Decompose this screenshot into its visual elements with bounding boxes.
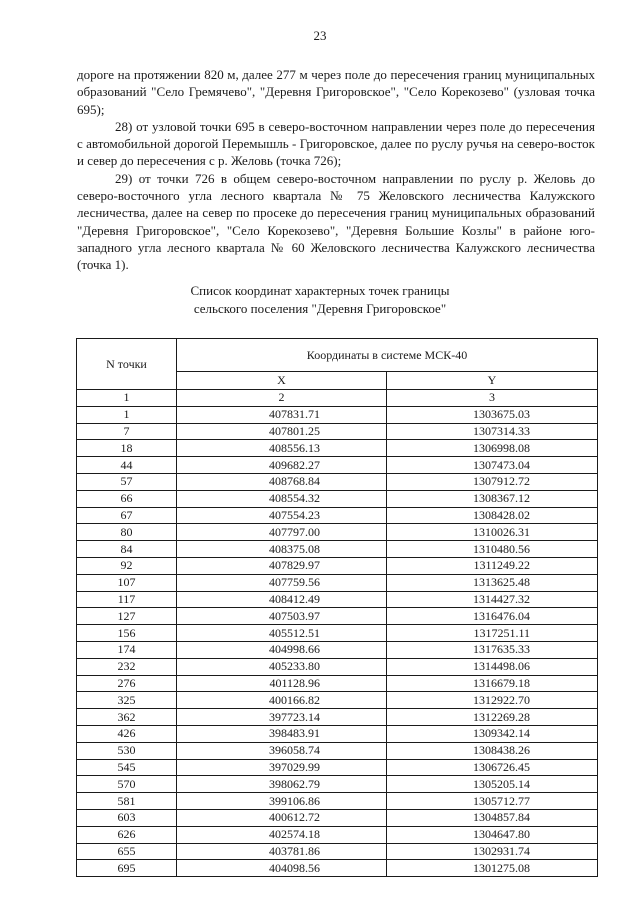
- point-number-cell: 92: [77, 557, 177, 574]
- table-row: [77, 742, 598, 759]
- point-number-cell: 7: [77, 423, 177, 440]
- point-number-cell: 1: [77, 406, 177, 423]
- point-number-cell: 581: [77, 793, 177, 810]
- header-x: X: [177, 372, 387, 390]
- x-coordinate-cell: 401128.96: [177, 675, 387, 692]
- y-coordinate-cell: 1308438.26: [387, 742, 598, 759]
- table-row: [77, 457, 598, 474]
- table-title-line-1: Список координат характерных точек границы: [190, 283, 450, 298]
- y-coordinate-cell: 1308367.12: [387, 490, 598, 507]
- table-row: [77, 557, 598, 574]
- y-coordinate-cell: 1317251.11: [387, 625, 598, 642]
- point-number-cell: 362: [77, 709, 177, 726]
- y-coordinate-cell: 1314498.06: [387, 658, 598, 675]
- y-coordinate-cell: 1301275.08: [387, 860, 598, 877]
- x-coordinate-cell: 403781.86: [177, 843, 387, 860]
- coordinates-table-body: [77, 339, 598, 877]
- y-coordinate-cell: 1307314.33: [387, 423, 598, 440]
- table-row: [77, 541, 598, 558]
- table-row: [77, 809, 598, 826]
- x-coordinate-cell: 407503.97: [177, 608, 387, 625]
- table-row: [77, 860, 598, 877]
- table-row: [77, 709, 598, 726]
- point-number-cell: 117: [77, 591, 177, 608]
- y-coordinate-cell: 1306726.45: [387, 759, 598, 776]
- table-row: [77, 826, 598, 843]
- y-coordinate-cell: 1311249.22: [387, 557, 598, 574]
- table-row: [77, 675, 598, 692]
- x-coordinate-cell: 405233.80: [177, 658, 387, 675]
- y-coordinate-cell: 1316476.04: [387, 608, 598, 625]
- point-number-cell: 626: [77, 826, 177, 843]
- table-row: [77, 608, 598, 625]
- x-coordinate-cell: 398062.79: [177, 776, 387, 793]
- point-number-cell: 325: [77, 692, 177, 709]
- table-header-row: [77, 339, 598, 372]
- point-number-cell: 66: [77, 490, 177, 507]
- header-y: Y: [387, 372, 598, 390]
- point-number-cell: 695: [77, 860, 177, 877]
- coordinates-table: [76, 338, 598, 877]
- table-row: [77, 591, 598, 608]
- table-row: [77, 524, 598, 541]
- table-row: [77, 793, 598, 810]
- table-column-numbers-row: [77, 390, 598, 407]
- table-row: [77, 692, 598, 709]
- y-coordinate-cell: 1304857.84: [387, 809, 598, 826]
- point-number-cell: 156: [77, 625, 177, 642]
- point-number-cell: 655: [77, 843, 177, 860]
- page-number: 23: [313, 28, 327, 43]
- y-coordinate-cell: 1306998.08: [387, 440, 598, 457]
- y-coordinate-cell: 1314427.32: [387, 591, 598, 608]
- table-row: [77, 473, 598, 490]
- paragraph-item-28: 28) от узловой точки 695 в северо-восточном направлении через поле до пересечения с автомобильной дорогой Перемышль - Григоровское, далее по руслу ручья на северо-восток и север до пересечения с р. Желовь (точка 726);: [77, 118, 595, 169]
- point-number-cell: 232: [77, 658, 177, 675]
- point-number-cell: 67: [77, 507, 177, 524]
- table-row: [77, 843, 598, 860]
- point-number-cell: 426: [77, 725, 177, 742]
- point-number-cell: 44: [77, 457, 177, 474]
- x-coordinate-cell: 409682.27: [177, 457, 387, 474]
- x-coordinate-cell: 402574.18: [177, 826, 387, 843]
- y-coordinate-cell: 1312922.70: [387, 692, 598, 709]
- point-number-cell: 545: [77, 759, 177, 776]
- paragraph-item-29: 29) от точки 726 в общем северо-восточном направлении по руслу р. Желовь до северо-восточного угла лесного квартала № 75 Желовского лесничества Калужского лесничества, далее на север по просеке до пересечения границ муниципальных образований "Деревня Григоровское", "Село Корекозево", "Деревня Большие Козлы" в районе юго-западного угла лесного квартала № 60 Желовского лесничества Калужского лесничества (точка 1).: [77, 170, 595, 273]
- x-coordinate-cell: 404098.56: [177, 860, 387, 877]
- point-number-cell: 84: [77, 541, 177, 558]
- table-row: [77, 658, 598, 675]
- paragraph-continuation: дороге на протяжении 820 м, далее 277 м через поле до пересечения границ муниципальных образований "Село Гремячево", "Деревня Григоровское", "Село Корекозево" (узловая точка 695);: [77, 67, 595, 117]
- x-coordinate-cell: 398483.91: [177, 725, 387, 742]
- y-coordinate-cell: 1307473.04: [387, 457, 598, 474]
- point-number-cell: 174: [77, 641, 177, 658]
- table-row: [77, 641, 598, 658]
- x-coordinate-cell: 407554.23: [177, 507, 387, 524]
- x-coordinate-cell: 408375.08: [177, 541, 387, 558]
- table-title-line-2: сельского поселения "Деревня Григоровское": [193, 300, 447, 316]
- x-coordinate-cell: 407759.56: [177, 574, 387, 591]
- x-coordinate-cell: 407831.71: [177, 406, 387, 423]
- point-number-cell: 80: [77, 524, 177, 541]
- y-coordinate-cell: 1305205.14: [387, 776, 598, 793]
- point-number-cell: 107: [77, 574, 177, 591]
- x-coordinate-cell: 400612.72: [177, 809, 387, 826]
- x-coordinate-cell: 407801.25: [177, 423, 387, 440]
- point-number-cell: 57: [77, 473, 177, 490]
- table-title: [0, 282, 640, 317]
- y-coordinate-cell: 1313625.48: [387, 574, 598, 591]
- y-coordinate-cell: 1308428.02: [387, 507, 598, 524]
- column-number-3: 3: [387, 390, 598, 407]
- body-text: [77, 66, 595, 274]
- x-coordinate-cell: 397029.99: [177, 759, 387, 776]
- y-coordinate-cell: 1304647.80: [387, 826, 598, 843]
- x-coordinate-cell: 408412.49: [177, 591, 387, 608]
- column-number-1: 1: [77, 390, 177, 407]
- y-coordinate-cell: 1302931.74: [387, 843, 598, 860]
- point-number-cell: 570: [77, 776, 177, 793]
- table-row: [77, 574, 598, 591]
- x-coordinate-cell: 408768.84: [177, 473, 387, 490]
- point-number-cell: 18: [77, 440, 177, 457]
- table-row: [77, 423, 598, 440]
- x-coordinate-cell: 408554.32: [177, 490, 387, 507]
- table-row: [77, 725, 598, 742]
- x-coordinate-cell: 399106.86: [177, 793, 387, 810]
- table-row: [77, 440, 598, 457]
- table-row: [77, 776, 598, 793]
- x-coordinate-cell: 408556.13: [177, 440, 387, 457]
- table-row: [77, 406, 598, 423]
- y-coordinate-cell: 1310480.56: [387, 541, 598, 558]
- header-point-number: N точки: [77, 339, 177, 390]
- x-coordinate-cell: 405512.51: [177, 625, 387, 642]
- table-row: [77, 759, 598, 776]
- point-number-cell: 127: [77, 608, 177, 625]
- column-number-2: 2: [177, 390, 387, 407]
- table-row: [77, 507, 598, 524]
- header-coordinate-system: Координаты в системе МСК-40: [177, 339, 598, 372]
- x-coordinate-cell: 407829.97: [177, 557, 387, 574]
- table-row: [77, 490, 598, 507]
- y-coordinate-cell: 1305712.77: [387, 793, 598, 810]
- point-number-cell: 276: [77, 675, 177, 692]
- x-coordinate-cell: 397723.14: [177, 709, 387, 726]
- point-number-cell: 603: [77, 809, 177, 826]
- y-coordinate-cell: 1316679.18: [387, 675, 598, 692]
- table-row: [77, 625, 598, 642]
- x-coordinate-cell: 396058.74: [177, 742, 387, 759]
- x-coordinate-cell: 407797.00: [177, 524, 387, 541]
- y-coordinate-cell: 1307912.72: [387, 473, 598, 490]
- y-coordinate-cell: 1310026.31: [387, 524, 598, 541]
- point-number-cell: 530: [77, 742, 177, 759]
- y-coordinate-cell: 1312269.28: [387, 709, 598, 726]
- y-coordinate-cell: 1317635.33: [387, 641, 598, 658]
- x-coordinate-cell: 404998.66: [177, 641, 387, 658]
- y-coordinate-cell: 1303675.03: [387, 406, 598, 423]
- x-coordinate-cell: 400166.82: [177, 692, 387, 709]
- y-coordinate-cell: 1309342.14: [387, 725, 598, 742]
